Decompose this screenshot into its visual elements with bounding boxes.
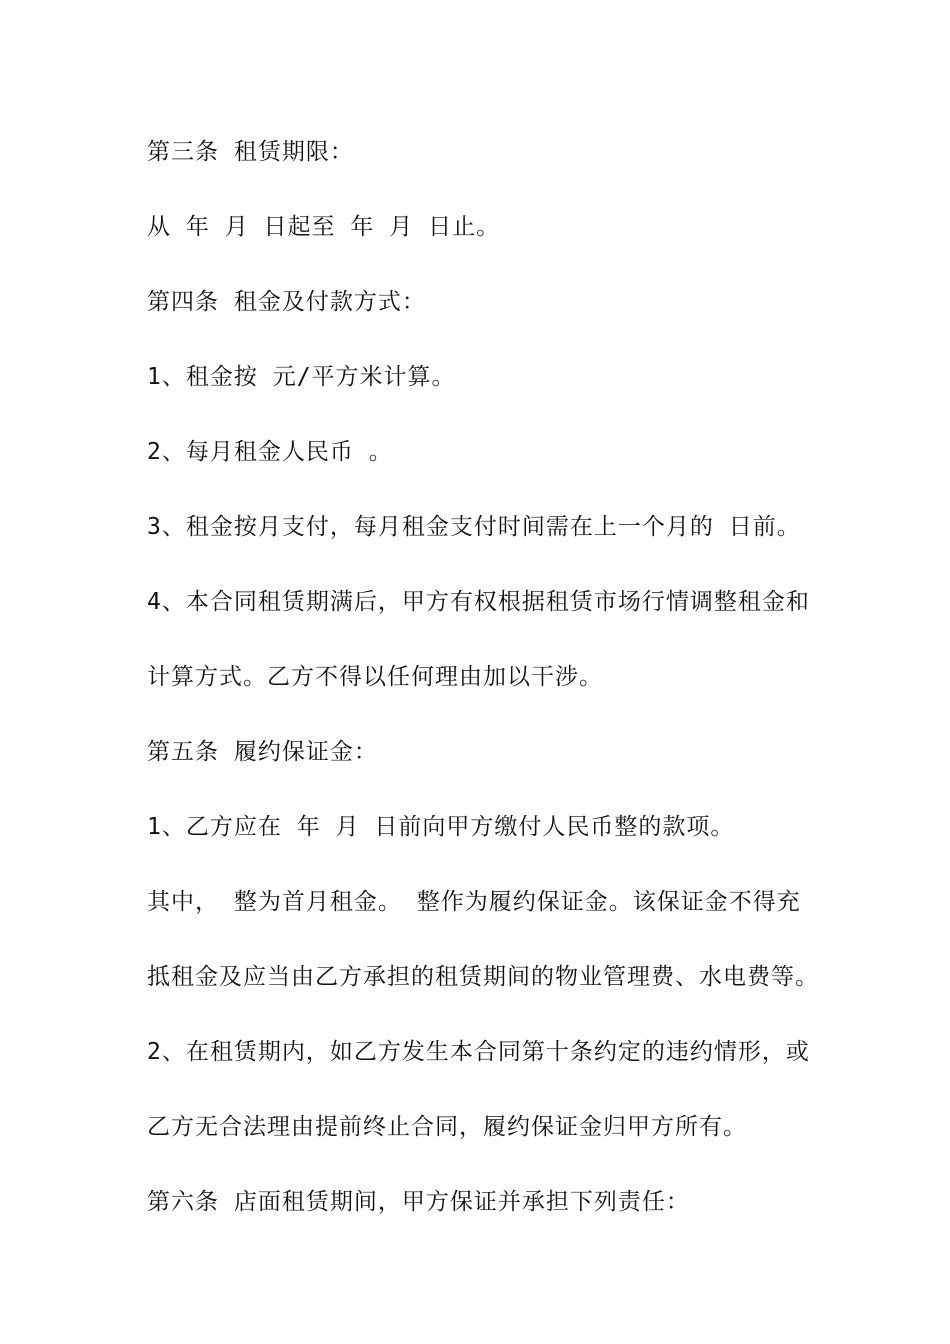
- article-5-heading: 第五条 履约保证金：: [147, 739, 378, 765]
- deposit-clause-2-line-1: 2、在租赁期内，如乙方发生本合同第十条约定的违约情形，或: [147, 1039, 810, 1065]
- deposit-clause-1-line-2: 其中， 整为首月租金。 整作为履约保证金。该保证金不得充: [147, 889, 801, 915]
- deposit-clause-2-line-2: 乙方无合法理由提前终止合同，履约保证金归甲方所有。: [147, 1114, 747, 1140]
- rent-clause-4-line-2: 计算方式。乙方不得以任何理由加以干涉。: [147, 664, 603, 690]
- article-6-heading: 第六条 店面租赁期间，甲方保证并承担下列责任：: [147, 1189, 690, 1215]
- article-4-heading: 第四条 租金及付款方式：: [147, 289, 426, 315]
- deposit-clause-1-line-3: 抵租金及应当由乙方承担的租赁期间的物业管理费、水电费等。: [147, 964, 819, 990]
- rent-clause-1: 1、租金按 元/平方米计算。: [147, 364, 456, 390]
- rent-clause-3: 3、租金按月支付，每月租金支付时间需在上一个月的 日前。: [147, 514, 801, 540]
- lease-term-text: 从 年 月 日起至 年 月 日止。: [147, 214, 501, 240]
- deposit-clause-1: 1、乙方应在 年 月 日前向甲方缴付人民币整的款项。: [147, 814, 735, 840]
- article-3-heading: 第三条 租赁期限：: [147, 139, 354, 165]
- rent-clause-2: 2、每月租金人民币 。: [147, 439, 393, 465]
- rent-clause-4-line-1: 4、本合同租赁期满后，甲方有权根据租赁市场行情调整租金和: [147, 589, 810, 615]
